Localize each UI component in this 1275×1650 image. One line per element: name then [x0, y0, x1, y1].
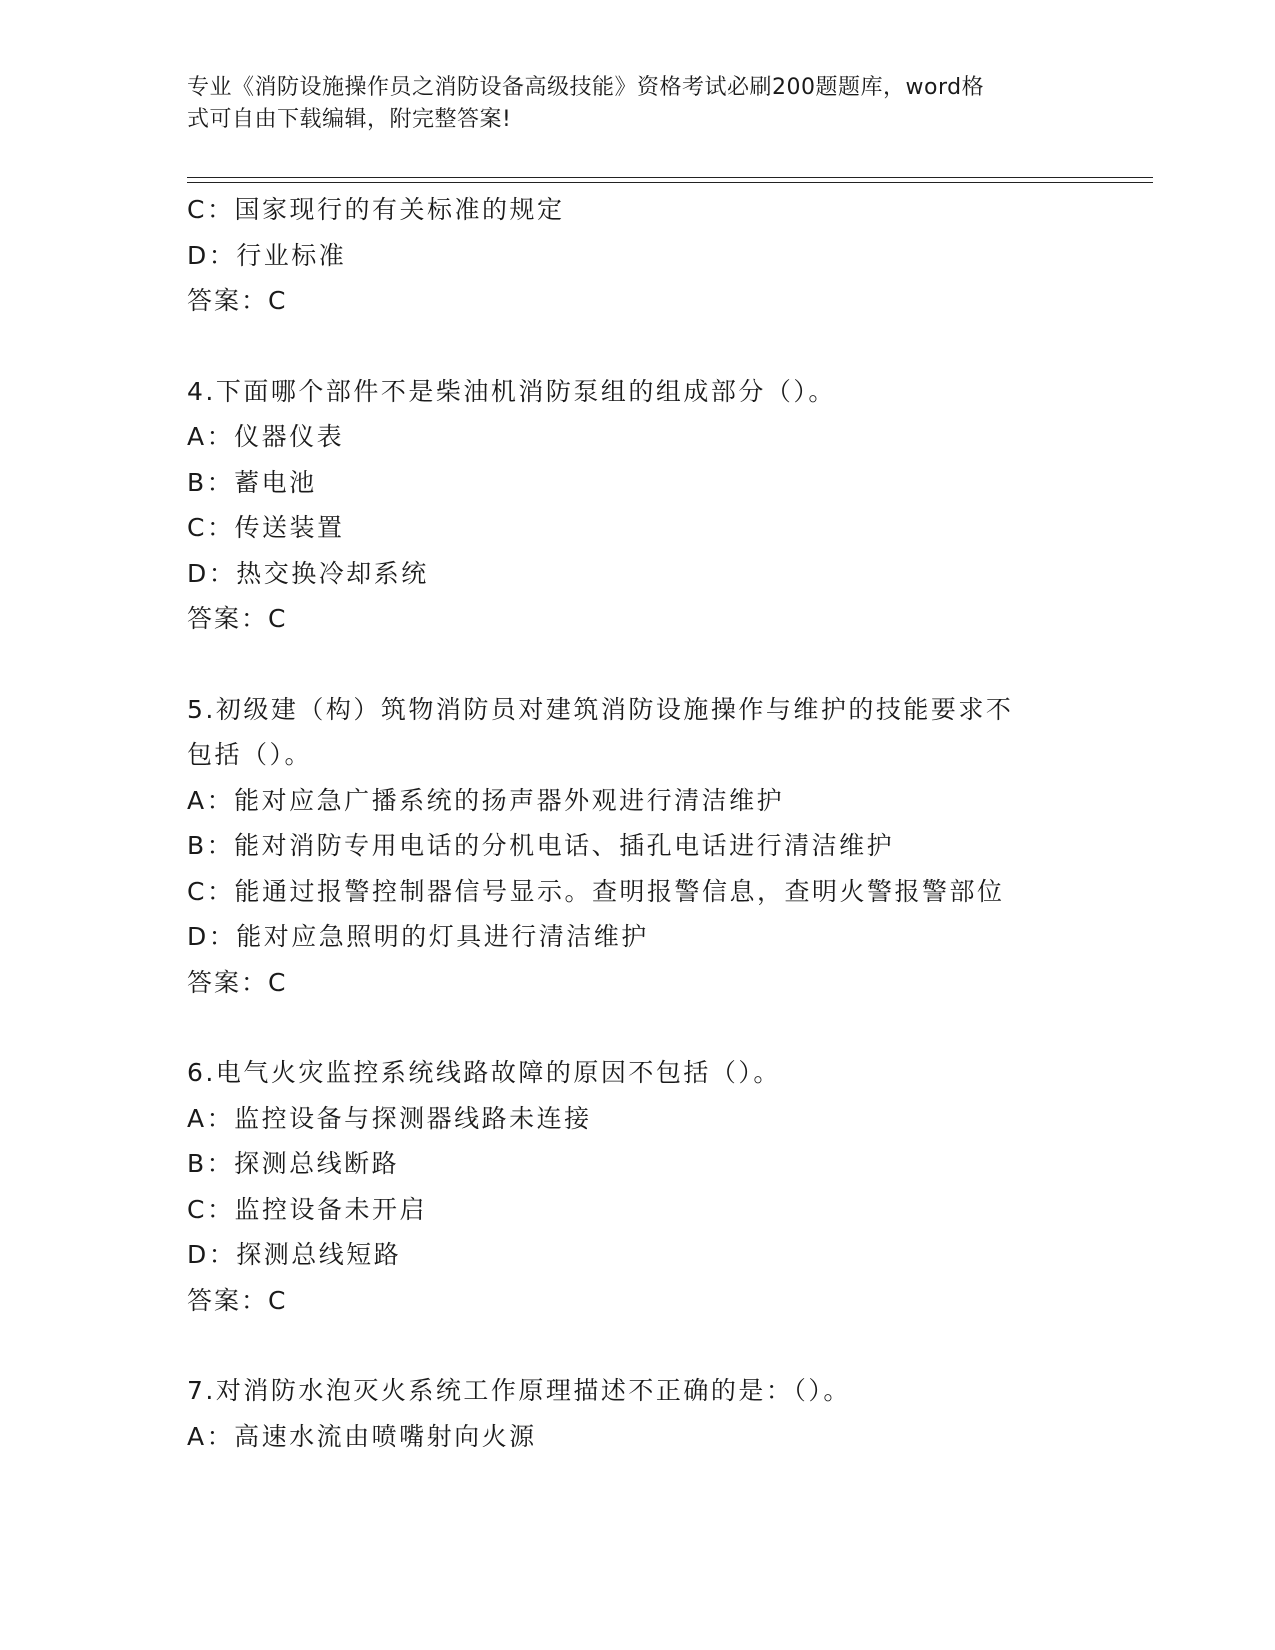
option-c: C：国家现行的有关标准的规定: [187, 195, 565, 224]
option-a: A：高速水流由喷嘴射向火源: [187, 1421, 537, 1451]
option-a: A：能对应急广播系统的扬声器外观进行清洁维护: [187, 785, 785, 815]
answer: 答案：C: [187, 967, 288, 997]
question-4: [187, 369, 1087, 642]
spacer: [187, 1005, 1087, 1050]
header-divider-bottom: [187, 182, 1153, 183]
option-c: C：能通过报警控制器信号显示。查明报警信息，查明火警报警部位: [187, 876, 1005, 906]
question-6: [187, 1050, 1087, 1323]
header-line-1: 专业《消防设施操作员之消防设备高级技能》资格考试必刷200题题库，word格: [187, 75, 985, 100]
question-stem: 4.下面哪个部件不是柴油机消防泵组的组成部分（）。: [187, 376, 836, 406]
document-header: [187, 72, 1067, 136]
question-stem: 7.对消防水泡灭火系统工作原理描述不正确的是：（）。: [187, 1376, 851, 1405]
question-5: [187, 687, 1087, 1006]
option-d: D：行业标准: [187, 240, 347, 270]
question-7: [187, 1368, 1087, 1459]
option-c: C：监控设备未开启: [187, 1194, 427, 1224]
question-list: [187, 187, 1087, 1459]
question-stem-continued: 包括（）。: [187, 740, 313, 769]
answer: 答案：C: [187, 1285, 288, 1315]
option-d: D：热交换冷却系统: [187, 558, 429, 588]
spacer: [187, 324, 1087, 369]
spacer: [187, 1323, 1087, 1368]
answer: 答案：C: [187, 286, 288, 315]
header-divider-top: [187, 177, 1153, 178]
option-d: D：能对应急照明的灯具进行清洁维护: [187, 922, 649, 951]
option-c: C：传送装置: [187, 513, 345, 542]
option-a: A：监控设备与探测器线路未连接: [187, 1103, 592, 1133]
answer: 答案：C: [187, 604, 288, 633]
spacer: [187, 642, 1087, 687]
option-b: B：能对消防专用电话的分机电话、插孔电话进行清洁维护: [187, 831, 895, 860]
option-a: A：仪器仪表: [187, 422, 345, 451]
option-d: D：探测总线短路: [187, 1240, 402, 1269]
option-b: B：探测总线断路: [187, 1149, 400, 1178]
header-line-2: 式可自由下载编辑，附完整答案!: [187, 107, 512, 132]
question-stem: 6.电气火灾监控系统线路故障的原因不包括（）。: [187, 1058, 781, 1087]
option-b: B：蓄电池: [187, 467, 317, 497]
question-3: [187, 187, 1087, 324]
question-stem: 5.初级建（构）筑物消防员对建筑消防设施操作与维护的技能要求不: [187, 694, 1014, 724]
